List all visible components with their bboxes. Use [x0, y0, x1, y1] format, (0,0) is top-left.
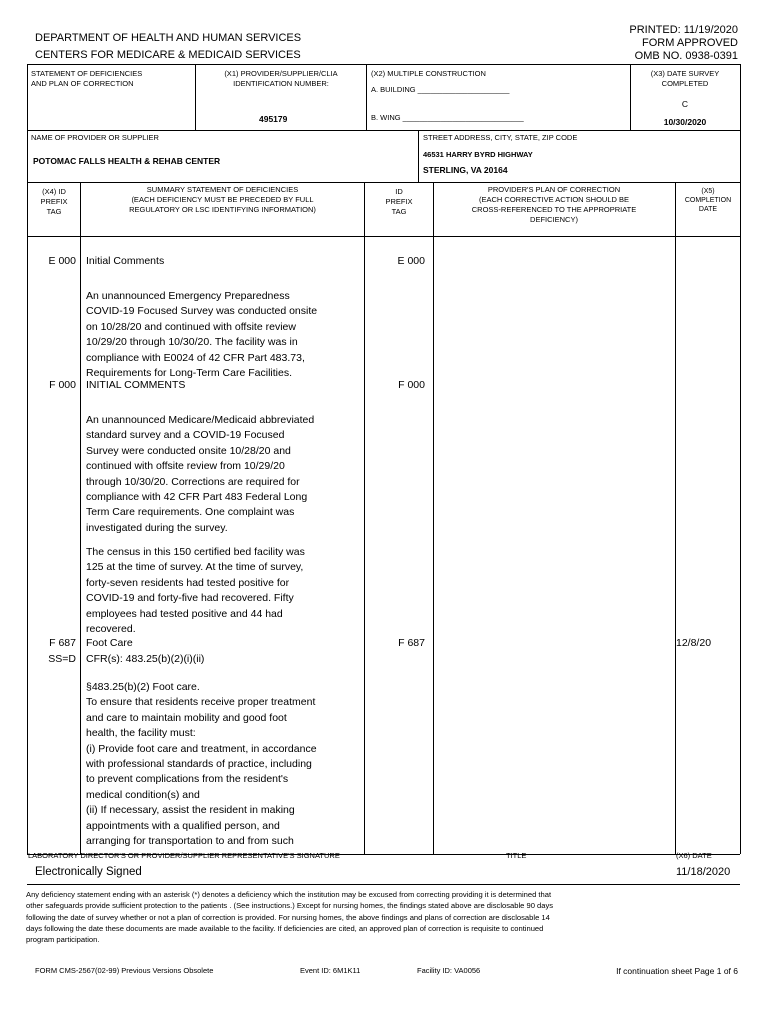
event-id: Event ID: 6M1K11 — [300, 966, 361, 975]
f687-scope-severity: SS=D — [48, 653, 76, 665]
address-line-1: 46531 HARRY BYRD HIGHWAY — [423, 150, 533, 159]
e000-id-tag: E 000 — [397, 255, 425, 267]
e000-title: Initial Comments — [86, 255, 165, 267]
signature-date-label: (X6) DATE — [676, 851, 712, 860]
page-indicator: If continuation sheet Page 1 of 6 — [616, 966, 738, 976]
e000-text: An unannounced Emergency Preparedness COVID-19 Focused Survey was conducted onsite on 10/28/20 and continued with offsite review 10/29/20 through 10/30/20. The facility was in compliance with E0024 of 42 CFR Part 483.73, Requirements for Long-Term Care Facilities. — [86, 290, 318, 380]
address-line-2: STERLING, VA 20164 — [423, 165, 508, 175]
f687-prefix-tag: F 687 — [49, 637, 76, 649]
signature-date: 11/18/2020 — [676, 866, 731, 878]
f000-title: INITIAL COMMENTS — [86, 379, 186, 391]
f687-id-tag: F 687 — [398, 637, 425, 649]
printed-date: PRINTED: 11/19/2020 — [629, 24, 738, 36]
f000-prefix-tag: F 000 — [49, 379, 76, 391]
facility-id: Facility ID: VA0056 — [417, 966, 481, 975]
f687-text: §483.25(b)(2) Foot care. To ensure that residents receive proper treatment and care to maintain mobility and good foot health, the facility must: (i) Provide foot care and treatment, in accordance with professional standards of practice, including to prevent complications from the resident's medical condition(s) and (ii) If necessary, assist the resident in making appointments with a qualified person, and arranging for transportation to and from such — [86, 681, 317, 848]
x2-building: A. BUILDING ______________________ — [371, 85, 510, 94]
f000-text-2: The census in this 150 certified bed facility was 125 at the time of survey. At the time of survey, forty-seven residents had tested positive for COVID-19 and forty-five had recovered. Fifty employees had tested positive and 44 had recovered. — [86, 546, 305, 636]
title-label: TITLE — [506, 851, 527, 860]
survey-code: C — [681, 99, 689, 109]
address-label: STREET ADDRESS, CITY, STATE, ZIP CODE — [423, 133, 578, 142]
x1-label: (X1) PROVIDER/SUPPLIER/CLIA IDENTIFICATION NUMBER: — [224, 69, 338, 88]
id-header: ID PREFIX TAG — [385, 187, 413, 216]
signature-value: Electronically Signed — [35, 866, 142, 878]
form-approved: FORM APPROVED — [642, 37, 738, 49]
x4-header: (X4) ID PREFIX TAG — [40, 187, 68, 216]
f000-text-1: An unannounced Medicare/Medicaid abbreviated standard survey and a COVID-19 Focused Survey were conducted onsite 10/28/20 and continued with offsite review from 10/29/20 through 10/30/20. Corrections are required for compliance with 42 CFR Part 483 Federal Long Term Care requirements. One complaint was investigated during the survey. — [86, 414, 315, 534]
provider-name: POTOMAC FALLS HEALTH & REHAB CENTER — [33, 156, 221, 166]
f687-completion-date: 12/8/20 — [676, 637, 712, 649]
x2-label: (X2) MULTIPLE CONSTRUCTION — [371, 69, 486, 78]
f000-id-tag: F 000 — [398, 379, 425, 391]
provider-id-number: 495179 — [259, 114, 288, 124]
department-line: DEPARTMENT OF HEALTH AND HUMAN SERVICES — [35, 32, 302, 44]
summary-header: SUMMARY STATEMENT OF DEFICIENCIES (EACH DEFICIENCY MUST BE PRECEDED BY FULL REGULATORY OR LSC IDENTIFYING INFORMATION) — [129, 185, 316, 214]
provider-name-label: NAME OF PROVIDER OR SUPPLIER — [31, 133, 159, 142]
signature-label: LABORATORY DIRECTOR'S OR PROVIDER/SUPPLIER REPRESENTATIVE'S SIGNATURE — [28, 851, 340, 860]
e000-prefix-tag: E 000 — [48, 255, 76, 267]
x5-header: (X5) COMPLETION DATE — [684, 188, 732, 213]
statement-label: STATEMENT OF DEFICIENCIES AND PLAN OF CORRECTION — [31, 69, 143, 88]
plan-header: PROVIDER'S PLAN OF CORRECTION (EACH CORRECTIVE ACTION SHOULD BE CROSS-REFERENCED TO THE APPROPRIATE DEFICIENCY) — [471, 185, 637, 224]
omb-number: OMB NO. 0938-0391 — [634, 50, 738, 62]
f687-title: Foot Care — [86, 637, 133, 649]
disclosure-footnote: Any deficiency statement ending with an asterisk (*) denotes a deficiency which the institution may be excused from correcting providing it is determined that other safeguards provide sufficient protection to the patients . (See instructions.) Except for nursing homes, the findings stated above are disclosable 90 days following the date of survey whether or not a plan of correction is provided. For nursing homes, the above findings and plans of correction are disclosable 14 days following the date these documents are made available to the facility. If deficiencies are cited, an approved plan of correction is requisite to continued program participation. — [26, 890, 554, 945]
x3-label: (X3) DATE SURVEY COMPLETED — [650, 69, 720, 88]
agency-line: CENTERS FOR MEDICARE & MEDICAID SERVICES — [35, 49, 301, 61]
f687-cfr: CFR(s): 483.25(b)(2)(i)(ii) — [86, 653, 205, 665]
survey-completed-date: 10/30/2020 — [663, 117, 707, 127]
x2-wing: B. WING _____________________________ — [371, 113, 524, 122]
form-number: FORM CMS-2567(02-99) Previous Versions Obsolete — [35, 966, 214, 975]
